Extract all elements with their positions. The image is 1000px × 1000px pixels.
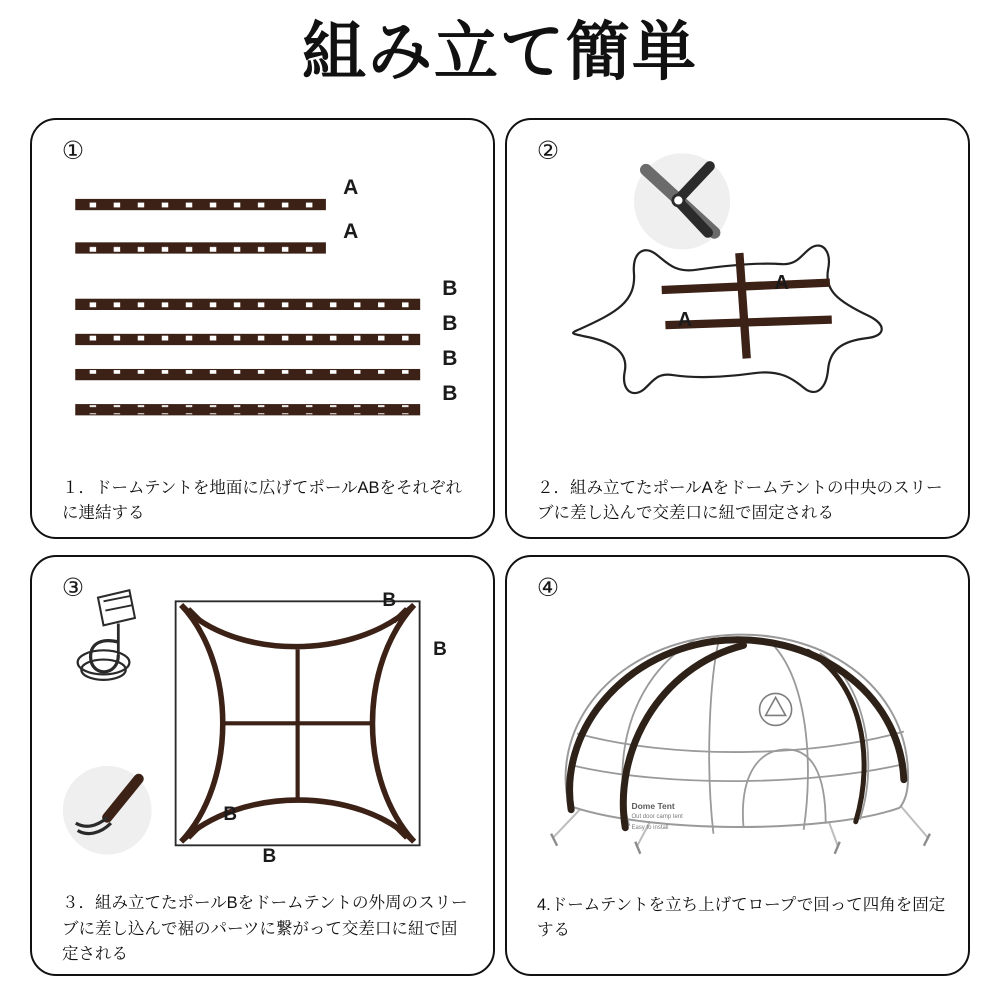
pole-label-b3: B (442, 346, 458, 370)
step-number-1: ① (61, 136, 85, 165)
pole-label-a-left: A (677, 308, 693, 331)
step-1-illustration (32, 144, 493, 449)
step-2-illustration (507, 144, 968, 449)
step-panel-2 (505, 118, 970, 539)
step-panel-3 (30, 555, 495, 976)
pole-label-b-left: B (223, 803, 238, 825)
step-panel-4 (505, 555, 970, 976)
step-panel-1 (30, 118, 495, 539)
step-4-illustration (507, 581, 968, 886)
pole-label-b-bottom: B (262, 846, 277, 868)
pole-label-a-right: A (774, 272, 789, 295)
step-number-3: ③ (61, 573, 85, 602)
pole-label-b4: B (442, 381, 458, 405)
step-4-caption: 4.ドームテントを立ち上げてロープで回って四角を固定する (537, 895, 946, 940)
pole-label-a1: A (343, 176, 359, 200)
steps-grid (30, 118, 970, 976)
tent-sub-label: Out door camp tent (631, 814, 683, 821)
step-2-caption: ２．組み立てたポールAをドームテントの中央のスリーブに差し込んで交差口に紐で固定される (537, 478, 943, 523)
pole-label-b-right: B (433, 638, 447, 660)
pole-label-b-top: B (382, 590, 397, 612)
step-3-caption: ３．組み立てたポールBをドームテントの外周のスリーブに差し込んで裾のパーツに繋がって交差口に紐で固定される (62, 894, 468, 964)
tent-sub2-label: Easy to install (631, 825, 669, 831)
pole-label-a2: A (343, 220, 359, 244)
title-banner (0, 0, 1000, 110)
step-number-4: ④ (536, 573, 560, 602)
step-3-illustration (32, 581, 493, 886)
pole-label-b2: B (442, 311, 458, 335)
page-title: 組み立て簡単 (302, 16, 698, 88)
tent-brand-label: Dome Tent (631, 800, 675, 811)
pole-label-b1: B (442, 276, 458, 300)
step-1-caption: １．ドームテントを地面に広げてポールABをそれぞれに連結する (62, 478, 463, 523)
step-number-2: ② (536, 136, 560, 165)
